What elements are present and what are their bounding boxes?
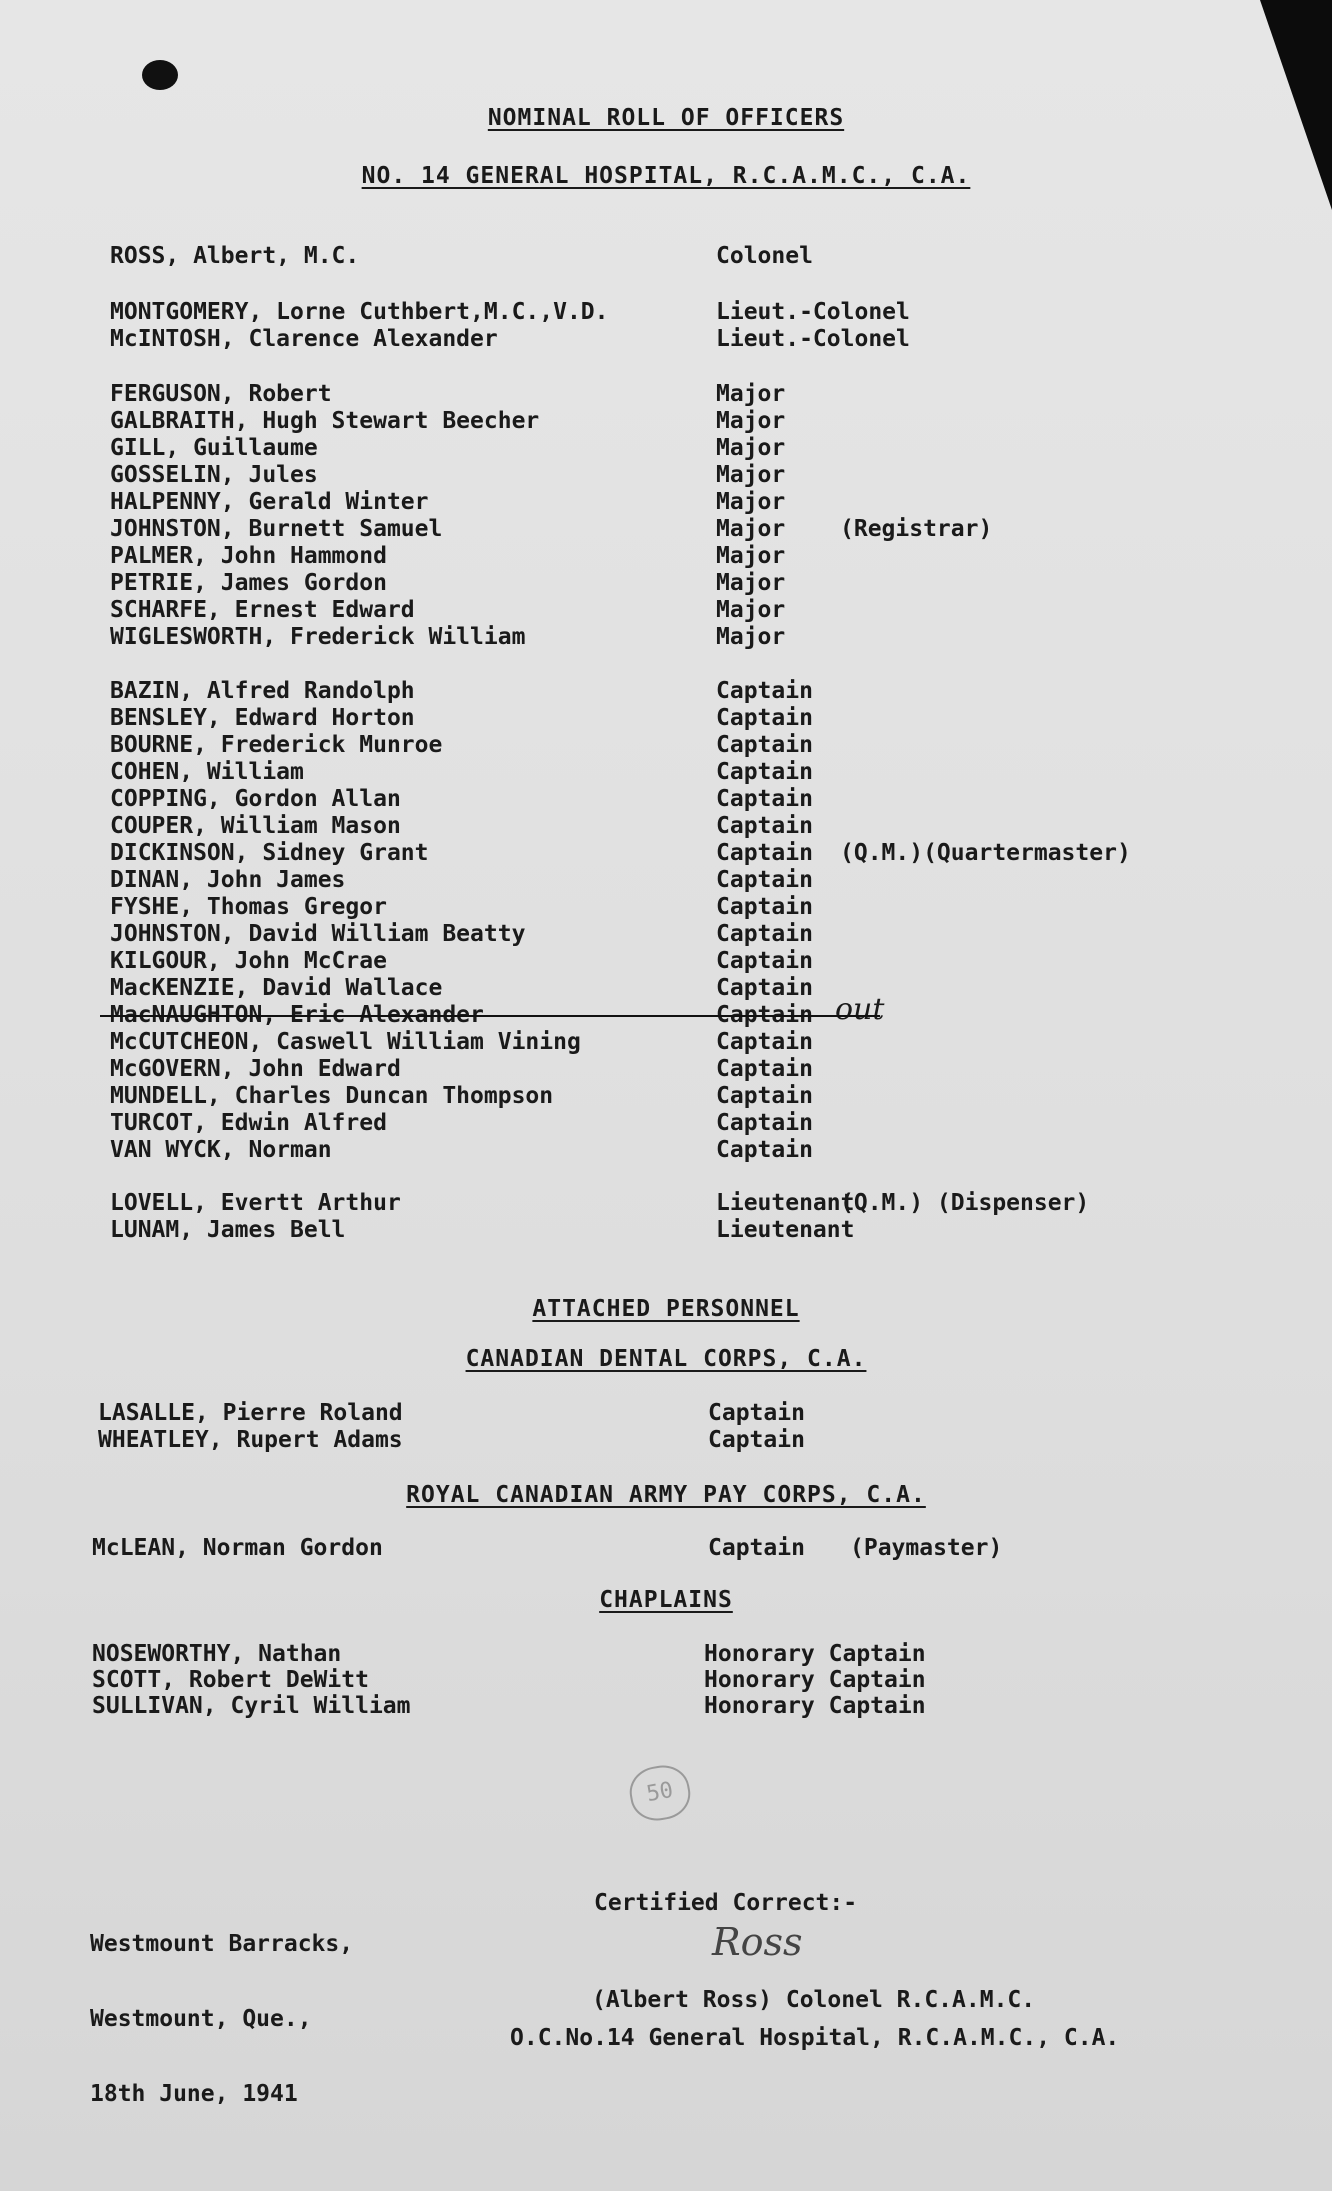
officer-rank: Honorary Captain (704, 1641, 926, 1667)
officer-rank: Major (716, 435, 786, 461)
officer-name: NOSEWORTHY, Nathan (92, 1641, 342, 1667)
certified-label: Certified Correct:- (594, 1890, 858, 1916)
roll-entry (0, 1693, 1332, 1721)
roll-entry (0, 1190, 1332, 1218)
roll-entry (0, 975, 1332, 1003)
roll-entry (0, 243, 1332, 271)
roll-entry (0, 732, 1332, 760)
officer-rank: Lieut.-Colonel (716, 326, 910, 352)
signatory-name: (Albert Ross) Colonel R.C.A.M.C. (592, 1987, 1036, 2013)
officer-name: PETRIE, James Gordon (110, 570, 387, 596)
roll-entry (0, 597, 1332, 625)
document-title: NOMINAL ROLL OF OFFICERS (487, 105, 845, 131)
officer-name: TURCOT, Edwin Alfred (110, 1110, 387, 1136)
roll-entry (0, 1029, 1332, 1057)
officer-rank: Captain (716, 1137, 813, 1163)
roll-entry (0, 840, 1332, 868)
officer-rank: Major (716, 543, 786, 569)
roll-entry (0, 1137, 1332, 1165)
officer-name: GOSSELIN, Jules (110, 462, 318, 488)
officer-name: JOHNSTON, David William Beatty (110, 921, 526, 947)
roll-entry (0, 299, 1332, 327)
officer-rank: Major (716, 489, 786, 515)
officer-rank: Colonel (716, 243, 813, 269)
officer-name: MacNAUGHTON, Eric Alexander (110, 1002, 484, 1028)
handwritten-note: out (835, 992, 885, 1027)
roll-entry (0, 1641, 1332, 1669)
signatory-title: O.C.No.14 General Hospital, R.C.A.M.C., C.A. (510, 2025, 1120, 2051)
roll-entry (0, 867, 1332, 895)
officer-rank: Major (716, 570, 786, 596)
pay-heading: ROYAL CANADIAN ARMY PAY CORPS, C.A. (406, 1482, 926, 1508)
place-line: Westmount, Que., (90, 2006, 312, 2032)
roll-entry (0, 570, 1332, 598)
officer-rank: Captain (716, 1083, 813, 1109)
officer-rank: Honorary Captain (704, 1667, 926, 1693)
officer-rank: Captain (716, 1110, 813, 1136)
roll-entry (0, 462, 1332, 490)
roll-entry (0, 543, 1332, 571)
roll-entry (0, 489, 1332, 517)
officer-name: SULLIVAN, Cyril William (92, 1693, 411, 1719)
officer-rank: Lieutenant (716, 1190, 855, 1216)
punch-hole (142, 60, 178, 90)
officer-rank: Captain (716, 1056, 813, 1082)
number-stamp: 50 (626, 1761, 694, 1825)
officer-rank: Major (716, 462, 786, 488)
roll-entry (0, 678, 1332, 706)
officer-name: LASALLE, Pierre Roland (98, 1400, 403, 1426)
officer-name: FYSHE, Thomas Gregor (110, 894, 387, 920)
roll-entry (0, 1217, 1332, 1245)
officer-rank: Captain (716, 948, 813, 974)
attached-heading: ATTACHED PERSONNEL (532, 1296, 800, 1322)
roll-entry (0, 1110, 1332, 1138)
officer-name: McGOVERN, John Edward (110, 1056, 401, 1082)
officer-name: MONTGOMERY, Lorne Cuthbert,M.C.,V.D. (110, 299, 609, 325)
roll-entry (0, 1427, 1332, 1455)
officer-rank: Major (716, 597, 786, 623)
officer-name: MacKENZIE, David Wallace (110, 975, 443, 1001)
roll-entry (0, 705, 1332, 733)
officer-rank: Captain (708, 1535, 805, 1561)
officer-rank: Captain (716, 786, 813, 812)
officer-name: COPPING, Gordon Allan (110, 786, 401, 812)
officer-rank: Major (716, 624, 786, 650)
officer-rank: Captain (708, 1427, 805, 1453)
officer-rank: Captain (716, 894, 813, 920)
roll-entry (0, 326, 1332, 354)
officer-rank: Captain (708, 1400, 805, 1426)
roll-entry (0, 759, 1332, 787)
roll-entry (0, 1056, 1332, 1084)
officer-rank: Captain (716, 921, 813, 947)
dental-heading: CANADIAN DENTAL CORPS, C.A. (465, 1346, 867, 1372)
officer-rank: Captain (716, 705, 813, 731)
officer-name: McCUTCHEON, Caswell William Vining (110, 1029, 581, 1055)
place-line: Westmount Barracks, (90, 1931, 354, 1957)
officer-name: McLEAN, Norman Gordon (92, 1535, 383, 1561)
officer-rank: Major (716, 381, 786, 407)
roll-entry (0, 921, 1332, 949)
roll-entry (0, 624, 1332, 652)
officer-name: GALBRAITH, Hugh Stewart Beecher (110, 408, 540, 434)
roll-entry (0, 813, 1332, 841)
officer-rank: Honorary Captain (704, 1693, 926, 1719)
officer-name: KILGOUR, John McCrae (110, 948, 387, 974)
officer-name: GILL, Guillaume (110, 435, 318, 461)
roll-entry (0, 516, 1332, 544)
roll-entry (0, 435, 1332, 463)
roll-entry (0, 1667, 1332, 1695)
officer-name: ROSS, Albert, M.C. (110, 243, 360, 269)
officer-name: LOVELL, Evertt Arthur (110, 1190, 401, 1216)
officer-rank: Captain (716, 759, 813, 785)
officer-name: McINTOSH, Clarence Alexander (110, 326, 498, 352)
roll-entry (0, 381, 1332, 409)
officer-rank: Captain (716, 1002, 813, 1028)
officer-note: (Q.M.) (Dispenser) (840, 1190, 1090, 1216)
officer-rank: Captain (716, 813, 813, 839)
officer-name: BAZIN, Alfred Randolph (110, 678, 415, 704)
officer-rank: Major (716, 516, 786, 542)
roll-entry (0, 1400, 1332, 1428)
officer-rank: Captain (716, 678, 813, 704)
officer-name: BOURNE, Frederick Munroe (110, 732, 443, 758)
officer-rank: Major (716, 408, 786, 434)
roll-entry (0, 408, 1332, 436)
officer-note: (Q.M.)(Quartermaster) (840, 840, 1131, 866)
officer-name: DICKINSON, Sidney Grant (110, 840, 429, 866)
officer-name: MUNDELL, Charles Duncan Thompson (110, 1083, 554, 1109)
officer-name: WHEATLEY, Rupert Adams (98, 1427, 403, 1453)
roll-entry (0, 1083, 1332, 1111)
officer-name: SCOTT, Robert DeWitt (92, 1667, 369, 1693)
officer-name: COHEN, William (110, 759, 304, 785)
officer-rank: Lieut.-Colonel (716, 299, 910, 325)
date-line: 18th June, 1941 (90, 2081, 298, 2107)
roll-entry (0, 894, 1332, 922)
officer-note: (Paymaster) (850, 1535, 1003, 1561)
officer-rank: Captain (716, 1029, 813, 1055)
officer-name: SCHARFE, Ernest Edward (110, 597, 415, 623)
officer-rank: Captain (716, 732, 813, 758)
officer-name: COUPER, William Mason (110, 813, 401, 839)
officer-name: HALPENNY, Gerald Winter (110, 489, 429, 515)
document-subtitle: NO. 14 GENERAL HOSPITAL, R.C.A.M.C., C.A. (361, 163, 971, 189)
officer-rank: Captain (716, 840, 813, 866)
signature: Ross (712, 1920, 803, 1964)
officer-name: JOHNSTON, Burnett Samuel (110, 516, 443, 542)
officer-name: FERGUSON, Robert (110, 381, 332, 407)
place-date (90, 1882, 353, 2157)
officer-rank: Lieutenant (716, 1217, 855, 1243)
officer-rank: Captain (716, 975, 813, 1001)
officer-name: DINAN, John James (110, 867, 346, 893)
roll-entry (0, 1535, 1332, 1563)
officer-name: BENSLEY, Edward Horton (110, 705, 415, 731)
officer-name: VAN WYCK, Norman (110, 1137, 332, 1163)
officer-rank: Captain (716, 867, 813, 893)
chaplains-heading: CHAPLAINS (599, 1587, 733, 1613)
officer-name: LUNAM, James Bell (110, 1217, 346, 1243)
roll-entry (0, 786, 1332, 814)
struck-roll-entry (0, 992, 1332, 1030)
officer-name: PALMER, John Hammond (110, 543, 387, 569)
officer-name: WIGLESWORTH, Frederick William (110, 624, 526, 650)
roll-entry (0, 948, 1332, 976)
officer-note: (Registrar) (840, 516, 993, 542)
